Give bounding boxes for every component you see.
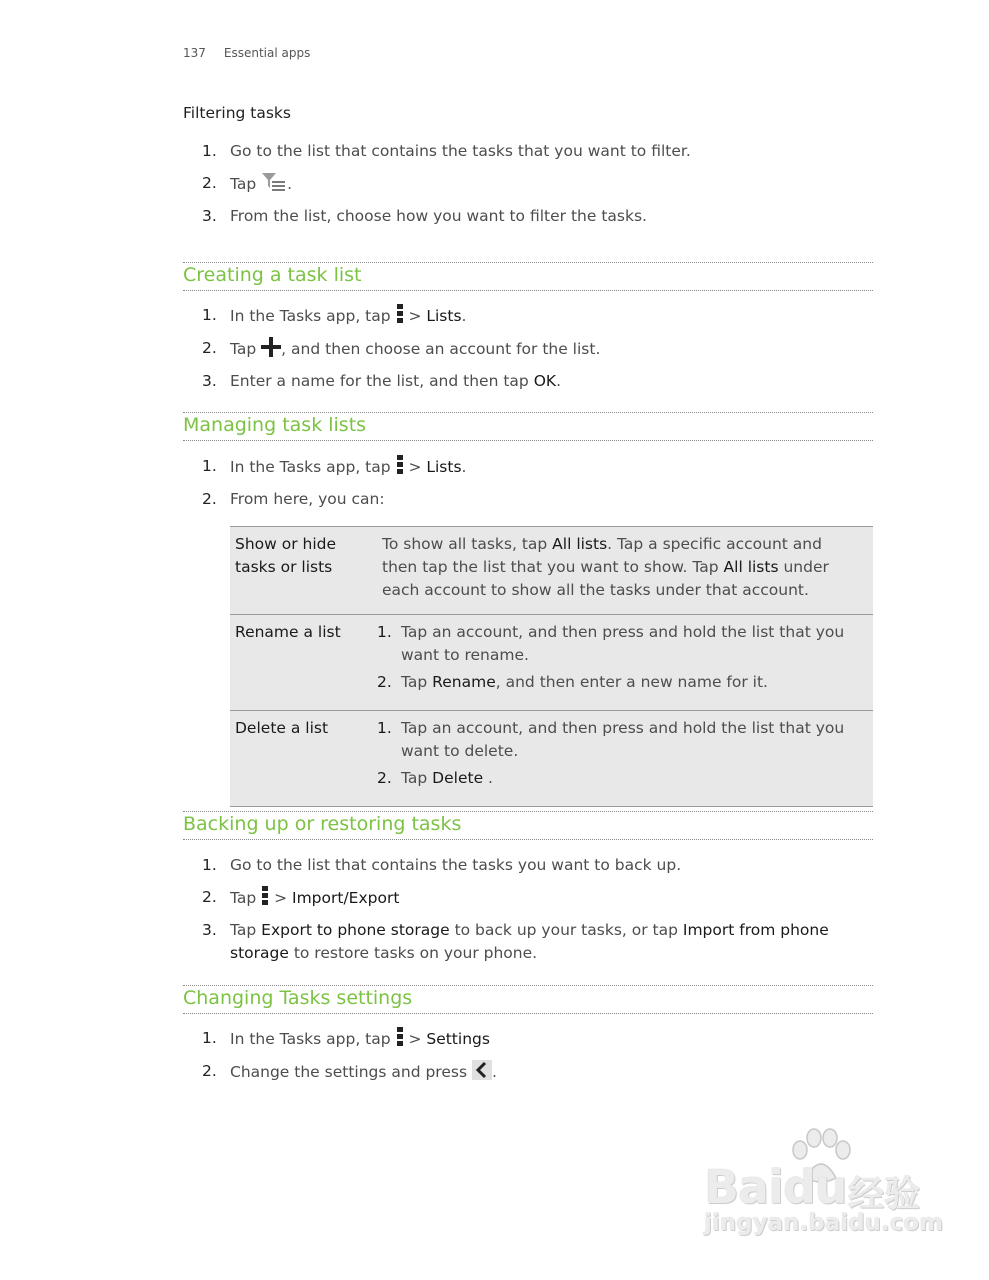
list-item: 1. Tap an account, and then press and hold the list that you want to delete. [377,719,845,760]
list-item: 2. Tap . [202,174,293,193]
back-icon [472,1060,492,1080]
list-item: 3. Enter a name for the list, and then tap OK. [202,372,561,390]
table-row [230,711,873,807]
list-item: 1. Go to the list that contains the tasks you want to back up. [202,856,682,874]
settings-steps [183,1027,873,1093]
option-label: Show or hide tasks or lists [230,527,372,615]
list-item: 1. In the Tasks app, tap > Settings [202,1029,490,1048]
section-divider [183,262,873,263]
watermark-cn: 经验 [848,1174,921,1215]
watermark-brand: Baidu [704,1160,847,1214]
plus-icon [261,337,281,357]
creating-steps [183,304,873,402]
settings-heading: Changing Tasks settings [183,987,413,1009]
section-divider [183,1013,873,1014]
option-description: To show all tasks, tap All lists. Tap a specific account and then tap the list that you want to show. Tap All lists under each account to show all the tasks under that account. [372,527,873,615]
section-divider [183,440,873,441]
watermark-url: jingyan.baidu.com [704,1210,944,1236]
managing-steps [183,455,873,520]
list-item: 2. From here, you can: [202,490,385,508]
option-label: Rename a list [230,615,372,711]
backing-heading: Backing up or restoring tasks [183,813,462,835]
option-description [372,711,873,807]
running-header [183,46,310,60]
option-label: Delete a list [230,711,372,807]
managing-heading: Managing task lists [183,414,367,436]
menu-icon [396,455,404,475]
creating-heading: Creating a task list [183,264,362,286]
option-description [372,615,873,711]
table-row [230,615,873,711]
list-item: 2. Tap Rename, and then enter a new name for it. [377,673,768,691]
section-divider [183,985,873,986]
section-divider [183,811,873,812]
page-number: 137 [183,46,206,60]
list-item: 1. Go to the list that contains the tasks that you want to filter. [202,142,691,160]
menu-icon [261,886,269,906]
table-row [230,527,873,615]
options-table [230,526,873,807]
chapter-name: Essential apps [223,46,311,60]
list-item: 2. Tap > Import/Export [202,888,400,907]
list-item: 3. From the list, choose how you want to filter the tasks. [202,207,647,225]
list-item: 1. In the Tasks app, tap > Lists. [202,457,467,476]
menu-icon [396,1027,404,1047]
section-divider [183,839,873,840]
list-item: 2. Tap Delete . [377,769,493,787]
list-item: 1. In the Tasks app, tap > Lists. [202,306,467,325]
baidu-watermark [700,1128,944,1248]
list-item: 1. Tap an account, and then press and hold the list that you want to rename. [377,623,845,664]
list-item: 2. Tap , and then choose an account for the list. [202,339,601,358]
backing-steps [183,854,873,974]
filtering-tasks-heading: Filtering tasks [183,104,291,122]
list-item: 3. Tap Export to phone storage to back up your tasks, or tap Import from phone storage to restore tasks on your phone. [202,921,829,962]
list-item: 2. Change the settings and press . [202,1062,497,1081]
menu-icon [396,304,404,324]
filtering-steps [183,140,873,237]
section-divider [183,412,873,413]
filter-icon [261,172,287,192]
section-divider [183,290,873,291]
